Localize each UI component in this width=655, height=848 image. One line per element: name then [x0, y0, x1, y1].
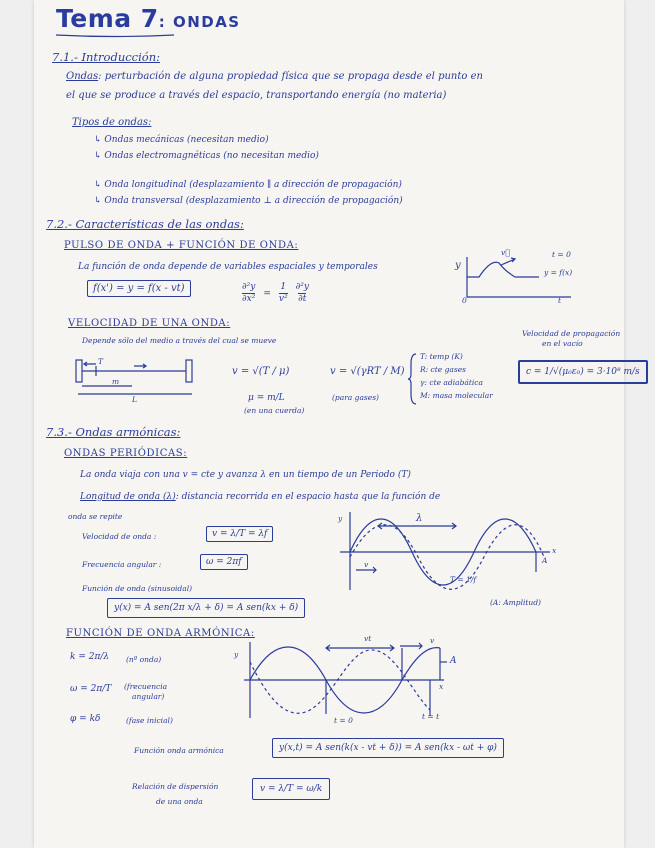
type-transversal: ↳ Onda transversal (desplazamiento ⊥ a dirección de propagación) [94, 196, 403, 206]
periodic-graph-x: x [552, 546, 557, 555]
string-velocity-formula: v = √(T / μ) [232, 366, 290, 377]
diagram-L: L [132, 395, 137, 404]
type-electromagnetic: ↳ Ondas electromagnéticas (no necesitan medio) [94, 151, 319, 161]
variable-T: T: temp (K) [420, 352, 463, 361]
types-heading: Tipos de ondas: [72, 117, 152, 128]
harmonic-graph-y: y [234, 650, 239, 659]
gas-note: (para gases) [332, 393, 379, 402]
wavelength-term: Longitud de onda (λ) [80, 492, 176, 502]
k-note: (nº onda) [126, 655, 162, 664]
title-main: Tema 7 [56, 4, 159, 33]
k-formula: k = 2π/λ [70, 652, 110, 662]
wave-eq-rhs-den: ∂t [298, 294, 307, 304]
wavelength-text: : distancia recorrida en el espacio hasta que la función de [175, 492, 441, 502]
mu-definition: μ = m/L [248, 393, 285, 403]
harmonic-graph-t1: t = t [422, 712, 440, 721]
harmonic-graph-v: v [430, 636, 435, 645]
variable-R: R: cte gases [420, 365, 467, 374]
phi-note: (fase inicial) [126, 716, 173, 725]
harmonic-function-label: Función onda armónica [134, 746, 224, 755]
page-title [56, 4, 241, 33]
amplitude-note: (A: Amplitud) [490, 598, 541, 607]
notebook-page [34, 0, 640, 848]
section-2-heading: 7.2.- Características de las ondas: [46, 217, 244, 231]
harmonic-wave-graph [244, 640, 454, 720]
periodic-graph-v: v [364, 560, 369, 569]
wave-function-box: y(x) = A sen(2π x/λ + δ) = A sen(kx + δ) [107, 598, 305, 618]
harmonic-heading: FUNCIÓN DE ONDA ARMÓNICA: [66, 628, 255, 639]
velocity-heading: VELOCIDAD DE UNA ONDA: [68, 318, 231, 329]
wave-eq-lhs-den: ∂x² [242, 294, 256, 304]
omega-note-2: angular) [132, 692, 165, 701]
section-1-heading: 7.1.- Introducción: [52, 50, 161, 64]
periodic-graph-A: A [542, 556, 548, 565]
harmonic-function-box: y(x,t) = A sen(k(x - vt + δ)) = A sen(kx - ωt + φ) [272, 738, 504, 758]
periodic-graph-y: y [338, 514, 343, 523]
wave-velocity-label: Velocidad de onda : [82, 532, 157, 541]
wavelength-definition-2: onda se repite [68, 512, 123, 521]
wave-function-label: Función de onda (sinusoidal) [82, 584, 193, 593]
title-underline [54, 33, 234, 39]
harmonic-graph-A: A [450, 656, 457, 666]
type-longitudinal: ↳ Onda longitudinal (desplazamiento ∥ a dirección de propagación) [94, 180, 402, 190]
dispersion-label-1: Relación de dispersión [132, 782, 219, 791]
section-3-heading: 7.3.- Ondas armónicas: [46, 425, 181, 439]
wave-velocity-box: v = λ/T = λf [206, 526, 273, 542]
light-speed-box: c = 1/√(μ₀ε₀) = 3·10⁸ m/s [518, 360, 648, 384]
periodic-wave-graph [340, 512, 557, 592]
phi-formula: φ = kδ [70, 714, 101, 724]
variables-brace [408, 352, 418, 406]
pulse-y-label: y [455, 260, 461, 271]
pulse-graph-origin: 0 [462, 296, 467, 305]
angular-frequency-box: ω = 2πf [200, 554, 248, 570]
omega-formula: ω = 2π/T [70, 684, 112, 694]
pulse-formula-box: f(x') = y = f(x - vt) [87, 280, 191, 297]
harmonic-graph-vt: vt [364, 634, 372, 643]
periodic-graph-period: T = 1/f [450, 575, 477, 584]
diagram-m: m [112, 377, 120, 386]
periodic-graph-lambda: λ [416, 513, 423, 524]
harmonic-graph-x: x [439, 682, 444, 691]
definition-term: Ondas [66, 71, 99, 82]
variable-gamma: γ: cte adiabática [420, 378, 483, 387]
dispersion-box: v = λ/T = ω/k [252, 778, 330, 800]
wave-eq-mid-den: v² [278, 294, 288, 304]
pulse-graph-fx: y = f(x) [544, 268, 573, 277]
definition-line-2: el que se produce a través del espacio, transportando energía (no materia) [66, 90, 447, 101]
definition-text: : perturbación de alguna propiedad física que se propaga desde el punto en [98, 71, 483, 82]
type-mechanical: ↳ Ondas mecánicas (necesitan medio) [94, 135, 269, 145]
wave-eq-lhs-num: ∂²y [242, 282, 256, 292]
periodic-heading: ONDAS PERIÓDICAS: [64, 448, 188, 459]
dispersion-label-2: de una onda [156, 797, 203, 806]
light-note-1: Velocidad de propagación [522, 329, 621, 338]
diagram-T: T [98, 357, 104, 366]
definition-line-1 [66, 71, 483, 82]
light-note-2: en el vacío [542, 339, 583, 348]
angular-frequency-label: Frecuencia angular : [82, 560, 162, 569]
wave-eq-rhs-num: ∂²y [295, 282, 309, 292]
harmonic-graph-t0: t = 0 [334, 716, 353, 725]
periodic-line: La onda viaja con una v = cte y avanza λ en un tiempo de un Periodo (T) [80, 470, 411, 480]
velocity-text: Depende sólo del medio a través del cual se mueve [82, 336, 277, 345]
title-sub: : ONDAS [158, 13, 241, 31]
wave-eq-eq: = [263, 288, 271, 299]
wave-equation [242, 282, 309, 305]
gas-velocity-formula: v = √(γRT / M) [330, 366, 405, 377]
wave-eq-mid-num: 1 [280, 282, 287, 292]
pulse-heading: PULSO DE ONDA + FUNCIÓN DE ONDA: [64, 240, 299, 251]
pulse-text: La función de onda depende de variables espaciales y temporales [78, 262, 378, 272]
variable-M: M: masa molecular [420, 391, 493, 400]
pulse-graph-t: t [558, 296, 562, 305]
wavelength-definition [80, 492, 440, 502]
string-note: (en una cuerda) [244, 406, 305, 415]
pulse-graph-t0: t = 0 [552, 250, 571, 259]
omega-note-1: (frecuencia [124, 682, 168, 691]
pulse-graph-v: v⃗ [501, 248, 510, 257]
